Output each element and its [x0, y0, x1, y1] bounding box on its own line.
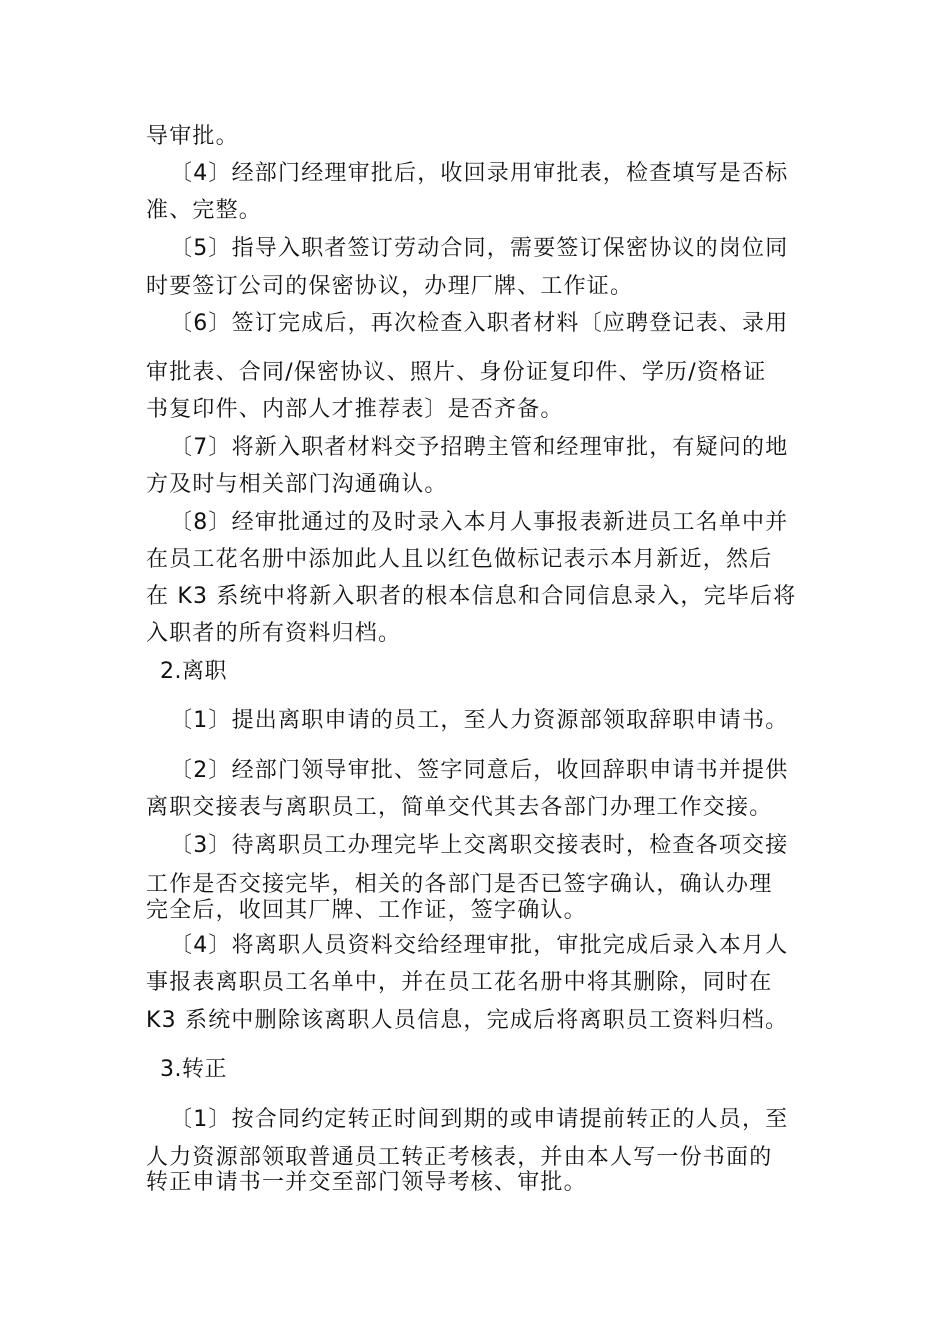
paragraph-line: 在 K3 系统中将新入职者的根本信息和合同信息录入，完毕后将 [146, 584, 797, 609]
paragraph-line: 准、完整。 [146, 198, 263, 223]
paragraph-line: 入职者的所有资料归档。 [146, 621, 402, 646]
paragraph-line: 方及时与相关部门沟通确认。 [146, 472, 448, 497]
paragraph-line: K3 系统中删除该离职人员信息，完成后将离职员工资料归档。 [146, 1008, 789, 1033]
paragraph-line: 〔3〕待离职员工办理完毕上交离职交接表时，检查各项交接 [170, 833, 789, 858]
paragraph-line: 转正申请书一并交至部门领导考核、审批。 [146, 1170, 587, 1195]
section-heading-resignation: 2.离职 [160, 659, 227, 684]
paragraph-line: 〔5〕指导入职者签订劳动合同，需要签订保密协议的岗位同 [170, 236, 789, 261]
paragraph-line: 审批表、合同/保密协议、照片、身份证复印件、学历/资格证 [146, 360, 767, 385]
paragraph-line: 〔8〕经审批通过的及时录入本月人事报表新进员工名单中并 [170, 510, 789, 535]
paragraph-line: 〔4〕将离职人员资料交给经理审批，审批完成后录入本月人 [170, 933, 789, 958]
paragraph-line: 时要签订公司的保密协议，办理厂牌、工作证。 [146, 274, 634, 299]
paragraph-line: 工作是否交接完毕，相关的各部门是否已签字确认，确认办理 [146, 872, 773, 897]
paragraph-line: 〔7〕将新入职者材料交予招聘主管和经理审批，有疑问的地 [170, 435, 789, 460]
paragraph-line: 〔1〕按合同约定转正时间到期的或申请提前转正的人员，至 [170, 1107, 789, 1132]
paragraph-line: 完全后，收回其厂牌、工作证，签字确认。 [146, 898, 587, 923]
paragraph-line: 离职交接表与离职员工，简单交代其去各部门办理工作交接。 [146, 795, 773, 820]
section-heading-regularization: 3.转正 [160, 1057, 227, 1082]
paragraph-line: 事报表离职员工名单中，并在员工花名册中将其删除，同时在 [146, 970, 773, 995]
paragraph-line: 〔6〕签订完成后，再次检查入职者材料〔应聘登记表、录用 [170, 311, 789, 336]
paragraph-line: 〔2〕经部门领导审批、签字同意后，收回辞职申请书并提供 [170, 758, 789, 783]
paragraph-line: 导审批。 [146, 124, 239, 149]
paragraph-line: 〔1〕提出离职申请的员工，至人力资源部领取辞职申请书。 [170, 708, 789, 733]
paragraph-line: 在员工花名册中添加此人且以红色做标记表示本月新近，然后 [146, 547, 773, 572]
paragraph-line: 人力资源部领取普通员工转正考核表，并由本人写一份书面的 [146, 1145, 773, 1170]
paragraph-line: 〔4〕经部门经理审批后，收回录用审批表，检查填写是否标 [170, 161, 789, 186]
paragraph-line: 书复印件、内部人才推荐表〕是否齐备。 [146, 397, 564, 422]
